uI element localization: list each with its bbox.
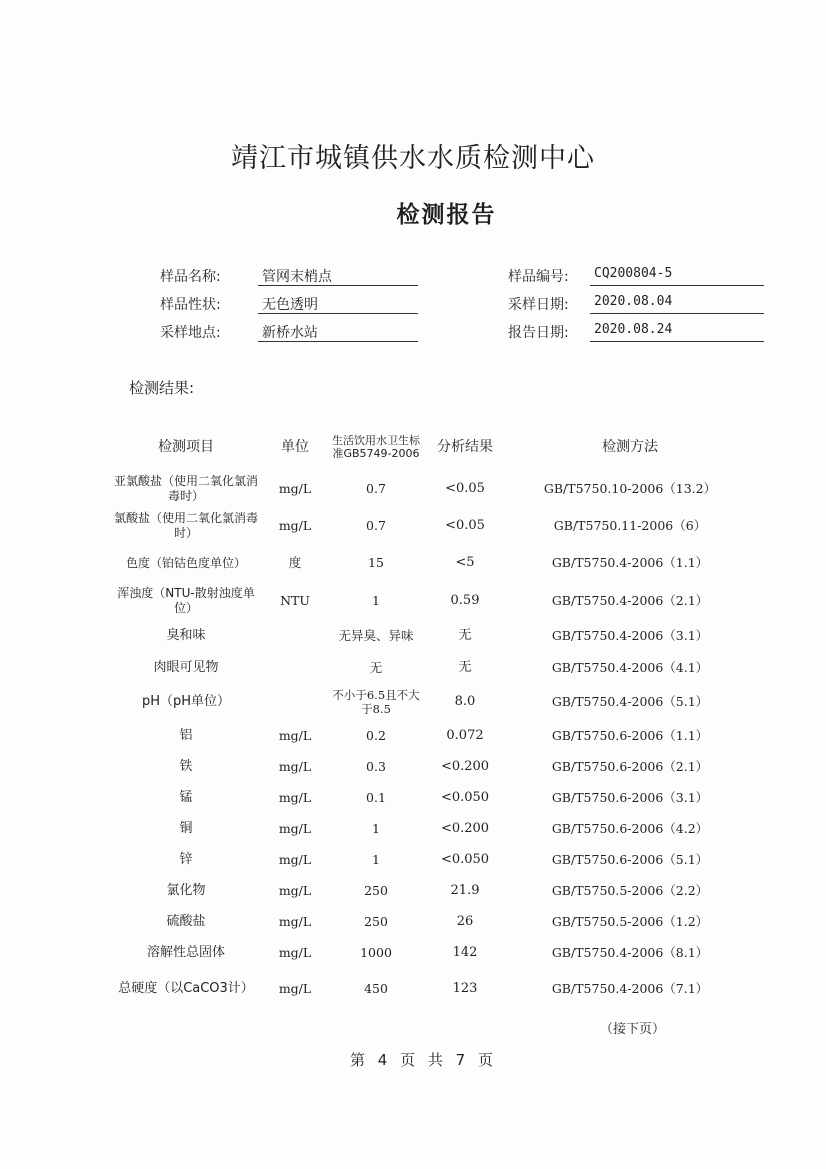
sample-nature-label: 样品性状: bbox=[160, 297, 221, 313]
row-method: GB/T5750.4-2006（8.1） bbox=[551, 945, 709, 960]
row-result: 0.59 bbox=[450, 593, 480, 608]
row-method: GB/T5750.4-2006（7.1） bbox=[551, 981, 709, 996]
sampling-date-row bbox=[508, 290, 766, 314]
row-result: <0.050 bbox=[440, 789, 490, 805]
column-header-result: 分析结果 bbox=[437, 439, 493, 455]
row-standard: 15 bbox=[368, 555, 384, 570]
row-unit: mg/L bbox=[278, 789, 312, 805]
row-unit: mg/L bbox=[278, 518, 312, 533]
row-result: <5 bbox=[455, 555, 475, 570]
row-standard: 0.3 bbox=[366, 758, 386, 774]
row-standard: 1 bbox=[372, 820, 380, 836]
row-result: 123 bbox=[452, 981, 478, 996]
sample-id-label: 样品编号: bbox=[508, 269, 569, 285]
sample-nature-value: 无色透明 bbox=[258, 294, 418, 314]
table-row bbox=[112, 844, 752, 875]
sample-id-row bbox=[508, 262, 766, 286]
row-method: GB/T5750.6-2006（1.1） bbox=[551, 727, 709, 743]
row-method: GB/T5750.11-2006（6） bbox=[553, 518, 707, 533]
row-method: GB/T5750.4-2006（4.1） bbox=[551, 660, 709, 675]
column-header-method: 检测方法 bbox=[602, 439, 658, 455]
report-date-value: 2020.08.24 bbox=[590, 322, 764, 342]
row-method: GB/T5750.6-2006（2.1） bbox=[551, 758, 709, 774]
row-result: <0.050 bbox=[440, 851, 490, 867]
sampling-location-label: 采样地点: bbox=[160, 325, 221, 341]
row-standard: 250 bbox=[364, 913, 388, 929]
row-standard: 0.7 bbox=[366, 518, 386, 533]
row-item: 总硬度（以CaCO3计） bbox=[118, 981, 254, 996]
results-table bbox=[112, 424, 752, 1009]
table-row bbox=[112, 875, 752, 906]
sampling-location-value: 新桥水站 bbox=[258, 322, 418, 342]
row-unit: mg/L bbox=[278, 851, 312, 867]
row-item: 锰 bbox=[179, 789, 193, 805]
row-item: 硫酸盐 bbox=[166, 913, 206, 929]
row-unit: mg/L bbox=[278, 481, 312, 496]
table-row bbox=[112, 544, 752, 582]
row-item: 铜 bbox=[179, 820, 193, 836]
row-method: GB/T5750.4-2006（1.1） bbox=[551, 555, 709, 570]
row-result: 26 bbox=[456, 913, 474, 929]
table-row bbox=[112, 782, 752, 813]
row-result: 0.072 bbox=[446, 727, 484, 743]
row-standard: 无异臭、异味 bbox=[338, 628, 414, 643]
row-unit: 度 bbox=[288, 555, 302, 570]
column-header-standard: 生活饮用水卫生标准GB5749-2006 bbox=[332, 434, 420, 460]
column-header-unit: 单位 bbox=[281, 439, 309, 455]
row-unit: mg/L bbox=[278, 820, 312, 836]
organization-title: 靖江市城镇供水水质检测中心 bbox=[231, 143, 595, 174]
table-row bbox=[112, 813, 752, 844]
table-header-row bbox=[112, 424, 752, 470]
row-standard: 0.7 bbox=[366, 481, 386, 496]
row-method: GB/T5750.4-2006（3.1） bbox=[551, 628, 709, 643]
table-row bbox=[112, 969, 752, 1009]
row-item: 色度（铂钴色度单位） bbox=[125, 555, 246, 570]
report-title: 检测报告 bbox=[396, 202, 497, 228]
row-standard: 0.2 bbox=[366, 727, 386, 743]
row-unit: mg/L bbox=[278, 945, 312, 960]
row-item: 臭和味 bbox=[166, 628, 206, 643]
row-item: 铁 bbox=[179, 758, 193, 774]
row-method: GB/T5750.5-2006（2.2） bbox=[551, 882, 709, 898]
row-result: 无 bbox=[458, 660, 472, 675]
row-method: GB/T5750.4-2006（5.1） bbox=[551, 694, 709, 709]
report-date-label: 报告日期: bbox=[508, 325, 569, 341]
table-row bbox=[112, 470, 752, 508]
row-unit: mg/L bbox=[278, 758, 312, 774]
row-result: 无 bbox=[458, 628, 472, 643]
row-method: GB/T5750.6-2006（3.1） bbox=[551, 789, 709, 805]
sample-name-label: 样品名称: bbox=[160, 269, 221, 285]
row-item: 肉眼可见物 bbox=[153, 660, 219, 675]
row-item: 溶解性总固体 bbox=[146, 945, 225, 960]
row-method: GB/T5750.4-2006（2.1） bbox=[551, 593, 709, 608]
report-date-row bbox=[508, 318, 766, 342]
row-standard: 不小于6.5且不大于8.5 bbox=[332, 688, 420, 716]
row-standard: 250 bbox=[364, 882, 388, 898]
row-result: <0.200 bbox=[440, 820, 490, 836]
row-item: 氯化物 bbox=[166, 882, 206, 898]
table-row bbox=[112, 652, 752, 684]
row-result: 142 bbox=[452, 945, 478, 960]
continued-next-page-note: （接下页） bbox=[600, 1022, 666, 1037]
table-row bbox=[112, 508, 752, 544]
row-method: GB/T5750.5-2006（1.2） bbox=[551, 913, 709, 929]
row-unit: mg/L bbox=[278, 913, 312, 929]
table-row bbox=[112, 751, 752, 782]
sampling-location-row bbox=[160, 318, 420, 342]
row-result: <0.200 bbox=[440, 758, 490, 774]
sample-name-value: 管网末梢点 bbox=[258, 266, 418, 286]
sampling-date-label: 采样日期: bbox=[508, 297, 569, 313]
row-method: GB/T5750.6-2006（5.1） bbox=[551, 851, 709, 867]
row-unit: mg/L bbox=[278, 727, 312, 743]
results-heading: 检测结果: bbox=[129, 379, 195, 397]
table-row bbox=[112, 684, 752, 720]
table-row bbox=[112, 906, 752, 937]
row-item: pH（pH单位） bbox=[141, 694, 231, 709]
table-row bbox=[112, 937, 752, 969]
sample-nature-row bbox=[160, 290, 420, 314]
sample-id-value: CQ200804-5 bbox=[590, 266, 764, 286]
row-unit: mg/L bbox=[278, 981, 312, 996]
table-row bbox=[112, 582, 752, 620]
row-item: 浑浊度（NTU-散射浊度单位） bbox=[117, 586, 255, 615]
row-standard: 450 bbox=[364, 981, 388, 996]
row-method: GB/T5750.10-2006（13.2） bbox=[543, 481, 717, 496]
row-item: 氯酸盐（使用二氧化氯消毒时） bbox=[113, 511, 258, 540]
row-standard: 1 bbox=[372, 593, 380, 608]
page-number: 第 4 页 共 7 页 bbox=[350, 1051, 493, 1069]
row-standard: 0.1 bbox=[366, 789, 386, 805]
row-result: <0.05 bbox=[445, 481, 485, 496]
row-standard: 1 bbox=[372, 851, 380, 867]
row-result: 21.9 bbox=[450, 882, 480, 898]
row-standard: 无 bbox=[369, 660, 383, 675]
sample-name-row bbox=[160, 262, 420, 286]
column-header-item: 检测项目 bbox=[158, 439, 214, 455]
row-unit: mg/L bbox=[278, 882, 312, 898]
sampling-date-value: 2020.08.04 bbox=[590, 294, 764, 314]
table-row bbox=[112, 620, 752, 652]
row-method: GB/T5750.6-2006（4.2） bbox=[551, 820, 709, 836]
row-standard: 1000 bbox=[360, 945, 392, 960]
row-item: 亚氯酸盐（使用二氧化氯消毒时） bbox=[113, 474, 258, 503]
row-result: 8.0 bbox=[454, 694, 476, 709]
row-item: 锌 bbox=[179, 851, 193, 867]
table-row bbox=[112, 720, 752, 751]
row-result: <0.05 bbox=[445, 518, 485, 533]
row-item: 铝 bbox=[179, 727, 193, 743]
row-unit: NTU bbox=[280, 593, 310, 608]
